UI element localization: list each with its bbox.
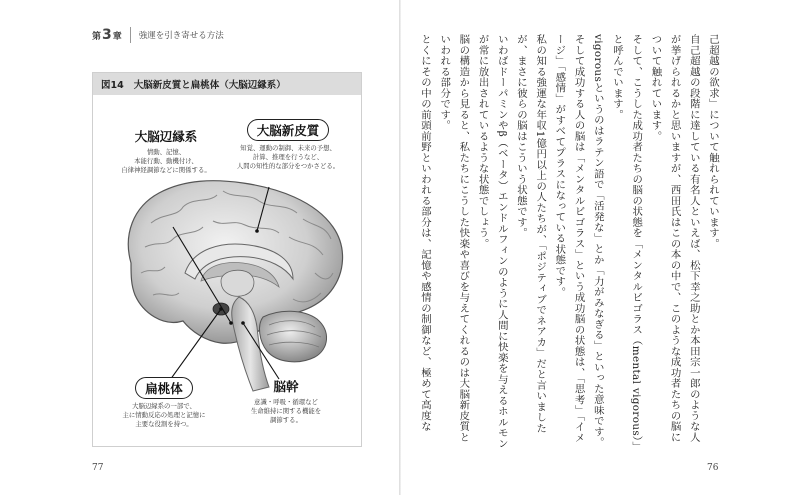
chapter-suffix: 章: [112, 31, 122, 42]
body-paragraph: vigorousというのはラテン語で「活発な」とか「力がみなぎる」といった意味です。そして成功する人の脳は「メンタルビゴラス」という成功脳の状態は、「思考」「イメージ」「感情」がすべてプラスになっている状態です。: [553, 34, 604, 448]
header-divider: [130, 27, 131, 43]
brainstem-title: 脳幹: [273, 379, 299, 394]
body-paragraph: 脳の構造から見ると、私たちにこうした快楽や喜びを与えてくれるのは大脳新皮質といわれる部分です。: [438, 34, 470, 443]
body-paragraph: とくにその中の前頭前野といわれる部分は、記憶や感情の制御など、極めて高度な: [418, 34, 431, 432]
figure-title: 大脳新皮質と扁桃体（大脳辺縁系）: [133, 80, 286, 91]
thalamus-shape: [221, 270, 254, 296]
body-paragraph: 己超越の欲求」について触れられています。: [707, 34, 719, 249]
figure-title-bar: [93, 73, 361, 95]
body-paragraph: そして、こうした成功者たちの脳の状態を「メンタルビゴラス（mental vigorous）」と呼んでいます。: [610, 34, 643, 448]
amygdala-title: 扁桃体: [135, 377, 193, 399]
body-paragraph: 私の知る強運な年収1億円以上の人たちが、「ポジティブでネアカ」だと言いましたが、まさに彼らの脳はこういう状態です。: [514, 34, 547, 434]
brainstem-desc-line: 意識・呼吸・循環など: [254, 398, 318, 406]
cerebellum-shape: [260, 311, 327, 362]
chapter-label: 第: [92, 31, 102, 42]
amygdala-callout: [99, 377, 229, 429]
limbic-desc-line: 情動、記憶、: [146, 148, 186, 156]
amygdala-desc-line: 主に情動反応の処理と記憶に: [122, 411, 206, 419]
neocortex-desc-line: 知覚、運動の制御、未来の予想、: [240, 144, 336, 152]
amygdala-desc-line: 主要な役割を持つ。: [135, 420, 193, 428]
limbic-system-title: 大脳辺縁系: [134, 129, 198, 144]
limbic-system-callout: [111, 127, 221, 175]
limbic-desc-line: 自律神経調節などに関係する。: [121, 166, 211, 174]
neocortex-callout: [223, 119, 353, 171]
figure-number: 図14: [101, 80, 124, 91]
amygdala-desc-line: 大脳辺縁系の一部で、: [132, 402, 196, 410]
chapter-header: [92, 27, 224, 43]
body-paragraph: 自己超越の段階に達している有名人といえば、松下幸之助とか本田宗一郎のような人が挙げられるかと思いますが、西田氏はこの本の中で、このような成功者たちの脳について触れています。: [649, 34, 700, 443]
neocortex-title: 大脳新皮質: [247, 119, 330, 141]
neocortex-desc-line: 計算、推理を行うなど、: [252, 153, 324, 161]
page-number-right: 76: [707, 463, 719, 473]
body-text: [415, 34, 722, 449]
brainstem-desc-line: 調節する。: [270, 416, 302, 424]
chapter-number: 3: [102, 27, 112, 43]
body-paragraph: いわばドーパミンやβ（ベータ）エンドルフィンのように人間に快楽を与えるホルモンが常に放出されているような状態でしょう。: [476, 34, 508, 449]
chapter-title: 強運を引き寄せる方法: [138, 31, 224, 41]
brainstem-callout: [231, 377, 341, 425]
page-number-left: 77: [92, 463, 104, 473]
figure-frame: [92, 72, 362, 447]
neocortex-desc-line: 人間の知性的な部分をつかさどる。: [236, 162, 340, 170]
limbic-desc-line: 本能行動、動機付け、: [134, 157, 198, 165]
brainstem-desc-line: 生命維持に関する機能を: [250, 407, 322, 415]
